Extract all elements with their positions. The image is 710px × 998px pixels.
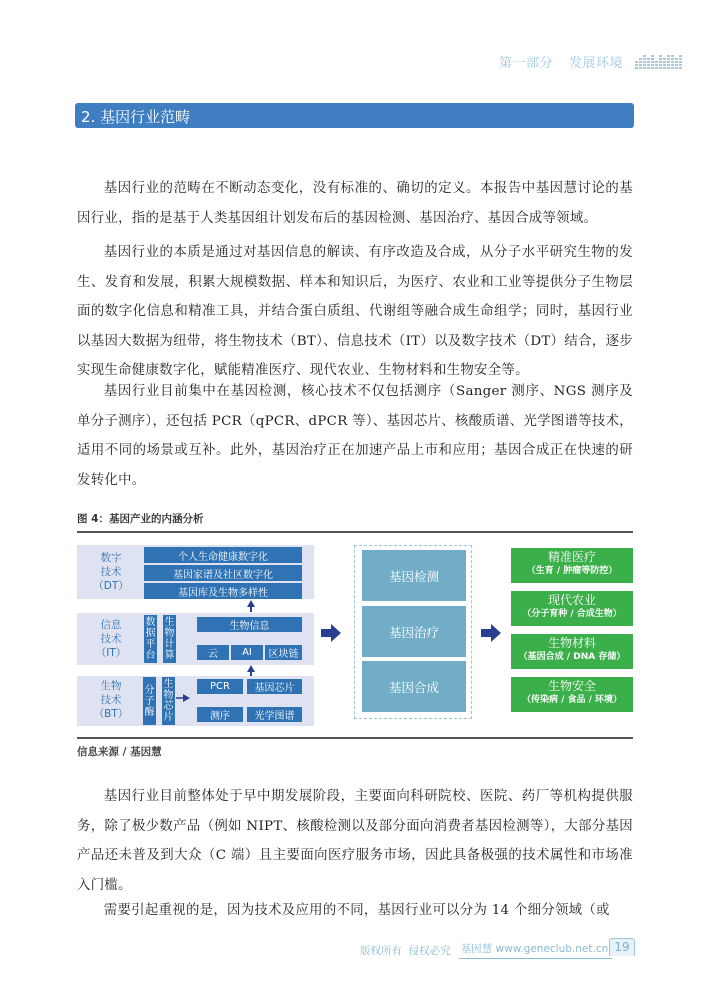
char: 物: [164, 628, 175, 639]
bt-label-line: 技术: [100, 694, 122, 706]
char: 物: [163, 690, 174, 701]
app-title: 生物材料: [547, 636, 596, 650]
app-biomaterials: [511, 634, 633, 669]
app-title: 精准医疗: [547, 550, 596, 564]
core-gene-testing: 基因检测: [362, 550, 466, 601]
figure-title: 图 4：基因产业的内涵分析: [77, 513, 204, 525]
char: 芯: [163, 701, 174, 712]
app-biosafety: [511, 677, 633, 712]
app-title: 现代农业: [547, 593, 596, 607]
paragraph-5: 需要引起重视的是，因为技术及应用的不同，基因行业可以分为 14 个细分领域（或: [103, 903, 610, 918]
app-subtitle: （基因合成 / DNA 存储）: [518, 652, 626, 662]
it-bioinformatics: 生物信息: [197, 617, 302, 632]
char: 分: [144, 684, 155, 696]
paragraph-1: 基因行业的范畴在不断动态变化，没有标准的、确切的定义。本报告中基因慧讨论的基因行业，指的是基于人类基因组计划发布后的基因检测、基因治疗、基因合成等领域。: [77, 181, 633, 226]
app-modern-agriculture: [511, 591, 633, 626]
char: 数: [145, 617, 156, 628]
paragraph-4: 基因行业目前整体处于早中期发展阶段，主要面向科研院校、医院、药厂等机构提供服务，除了极少数产品（例如 NIPT、核酸检测以及部分面向消费者基因检测等），大部分基因产品还未普及到大众（C 端）且主要面向医疗服务市场，因此具备极强的技术属性和市场准入门槛。: [77, 789, 633, 893]
it-label-line: （IT）: [95, 647, 127, 659]
figure-top-rule: [77, 531, 633, 533]
dt-item-genealogy: 基因家谱及社区数字化: [144, 565, 302, 581]
dt-item-biobank: 基因库及生物多样性: [144, 583, 302, 599]
it-label-line: 技术: [100, 633, 122, 645]
figure-source: 信息来源 / 基因慧: [77, 746, 162, 758]
footer-copyright: 版权所有 侵权必究: [360, 944, 451, 957]
running-head-part: 第一部分: [498, 56, 553, 71]
it-cloud: 云: [197, 645, 229, 660]
it-ai: AI: [231, 645, 263, 660]
paragraph-2: 基因行业的本质是通过对基因信息的解读、有序改造及合成，从分子水平研究生物的发生、发育和发展，积累大规模数据、样本和知识后，为医疗、农业和工业等提供分子生物层面的数字化信息和精准工具，并结合蛋白质组、代谢组等融合成生命组学；同时，基因行业以基因大数据为纽带，将生物技术（BT）、信息技术（IT）以及数字技术（DT）结合，逐步实现生命健康数字化，赋能精准医疗、现代农业、生物材料和生物安全等。: [77, 245, 633, 378]
app-subtitle: （分子育种 / 合成生物）: [522, 609, 622, 619]
section-title: 2. 基因行业范畴: [81, 108, 191, 126]
right-arrow-icon: [321, 624, 341, 642]
bt-sequencing: 测序: [197, 707, 243, 722]
dt-label-line: （DT）: [93, 580, 129, 592]
core-gene-therapy: 基因治疗: [362, 606, 466, 657]
bt-label-line: （BT）: [93, 708, 129, 720]
app-precision-medicine: [511, 548, 633, 583]
figure-bottom-rule: [77, 737, 633, 739]
dt-label-line: 技术: [100, 566, 122, 578]
bt-pcr: PCR: [197, 679, 243, 694]
char: 生: [164, 617, 175, 628]
char: 算: [164, 650, 175, 661]
char: 酶: [144, 706, 155, 718]
dt-item-personal-health: 个人生命健康数字化: [144, 547, 302, 563]
bt-molecular-enzyme: [143, 677, 156, 725]
running-head: [499, 52, 682, 71]
up-arrow-icon: [247, 600, 255, 607]
char: 子: [144, 695, 155, 707]
char: 据: [145, 628, 156, 639]
core-gene-synthesis: 基因合成: [362, 661, 466, 712]
bt-label: [77, 679, 145, 721]
section-heading-bar: [75, 103, 634, 128]
it-label-line: 信息: [100, 619, 122, 631]
it-label: [77, 618, 145, 660]
char: 片: [163, 712, 174, 723]
paragraph-3: 基因行业目前集中在基因检测，核心技术不仅包括测序（Sanger 测序、NGS 测序及单分子测序），还包括 PCR（qPCR、dPCR 等）、基因芯片、核酸质谱、光学图谱等技术，适用不同的场景或互补。此外，基因治疗正在加速产品上市和应用；基因合成正在快速的研发转化中。: [77, 384, 633, 488]
bt-optical-mapping: 光学图谱: [247, 707, 302, 722]
dt-label-line: 数字: [100, 552, 122, 564]
right-arrow-icon: [481, 624, 501, 642]
char: 台: [145, 650, 156, 661]
bt-gene-chip: 基因芯片: [247, 679, 302, 694]
footer-site: 基因慧 www.geneclub.net.cn: [459, 941, 613, 959]
app-subtitle: （生育 / 肿瘤等防控）: [526, 566, 618, 576]
bt-biochip: [162, 677, 175, 725]
right-arrow-icon: [176, 694, 190, 702]
page-footer: [360, 941, 612, 959]
page-number: 19: [609, 938, 635, 956]
it-bio-computing: [163, 615, 176, 663]
app-subtitle: （传染病 / 食品 / 环境）: [521, 695, 623, 705]
char: 计: [164, 639, 175, 650]
app-title: 生物安全: [547, 679, 596, 693]
it-data-platform: [144, 615, 157, 663]
up-arrow-icon: [247, 665, 255, 672]
char: 生: [163, 679, 174, 690]
running-head-chapter: 发展环境: [568, 56, 623, 71]
it-blockchain: 区块链: [265, 645, 302, 660]
bt-label-line: 生物: [100, 680, 122, 692]
char: 平: [145, 639, 156, 650]
decorative-bars-icon: [635, 55, 682, 69]
dt-label: [77, 551, 145, 593]
